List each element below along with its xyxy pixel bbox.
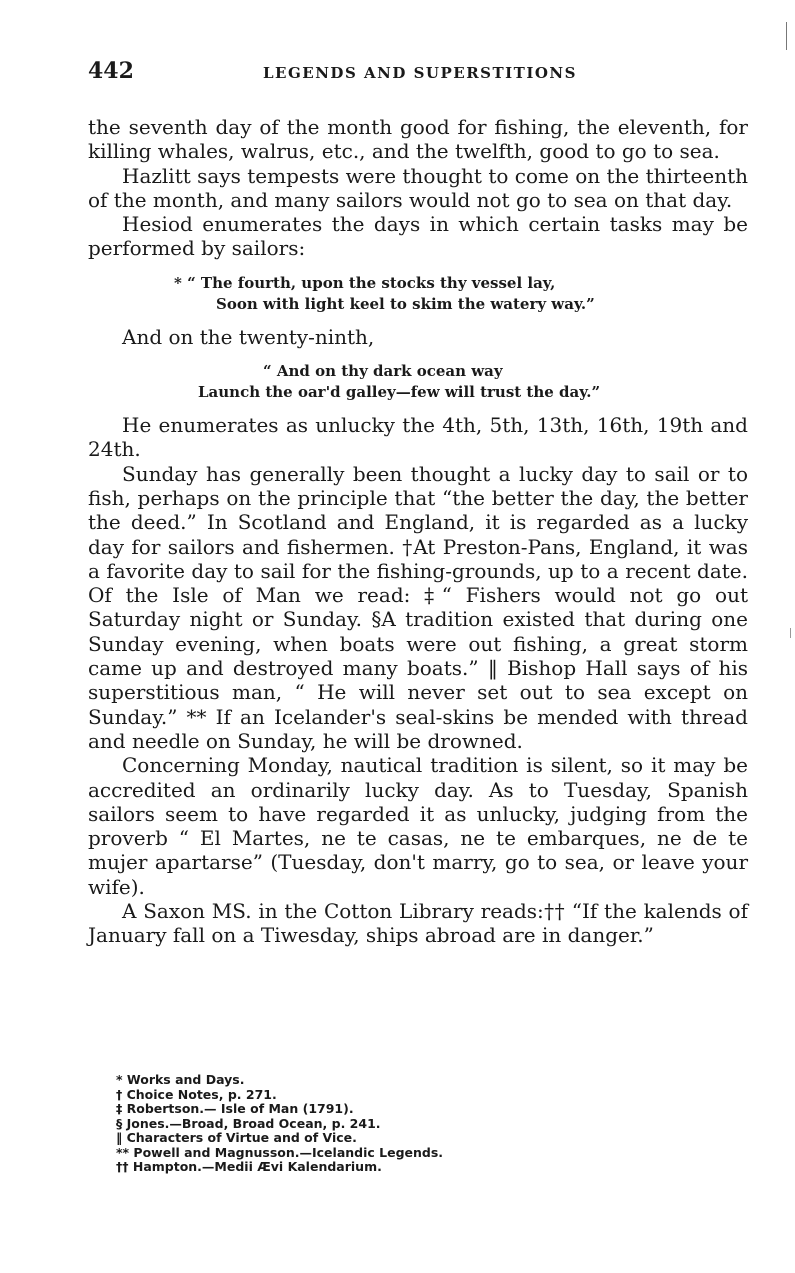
paragraph: And on the twenty-ninth, xyxy=(122,324,375,349)
footnote: * Works and Days. xyxy=(116,1072,245,1087)
footnote: ** Powell and Magnusson.—Icelandic Legends. xyxy=(116,1144,444,1160)
verse-line: “ And on thy dark ocean way xyxy=(263,362,503,381)
paragraph: Sunday has generally been thought a lucky day to sail or to fish, perhaps on the principle that “the better the day, the better the deed.” In Scotland and England, it is regarded as a lucky day for sailors and fishermen. †At Preston-Pans, England, it was a favorite day to sail for the fishing-grounds, up to a recent date. Of the Isle of Man we read: ‡“ Fishers would not go out Saturday night or Sunday. §A tradition existed that during one Sunday evening, when boats were out fishing, a great storm came up and destroyed many boats.” ‖ Bishop Hall says of his superstitious man, “ He will never set out to sea except on Sunday.” ** If an Icelander's seal-skins be mended with thread and needle on Sunday, he will be drowned. xyxy=(88,461,748,753)
running-head: LEGENDS AND SUPERSTITIONS xyxy=(263,64,577,82)
verse-quote xyxy=(88,361,748,403)
scan-edge-mark xyxy=(790,628,791,638)
footnote: †† Hampton.—Medii Ævi Kalendarium. xyxy=(116,1159,382,1174)
paragraph: He enumerates as unlucky the 4th, 5th, 13th, 16th, 19th and 24th. xyxy=(88,413,748,462)
verse-line: Launch the oar'd galley—few will trust the day.” xyxy=(198,383,601,402)
paragraph: the seventh day of the month good for fishing, the eleventh, for killing whales, walrus, etc., and the twelfth, good to go to sea. xyxy=(88,115,748,164)
scan-edge-mark xyxy=(786,22,787,50)
paragraph: Hazlitt says tempests were thought to come on the thirteenth of the month, and many sailors would not go to sea on that day. xyxy=(88,163,748,212)
footnote: ‖ Characters of Virtue and of Vice. xyxy=(116,1130,357,1145)
footnotes xyxy=(116,1073,676,1175)
footnote: ‡ Robertson.— Isle of Man (1791). xyxy=(116,1101,354,1116)
paragraph: Hesiod enumerates the days in which certain tasks may be performed by sailors: xyxy=(88,212,748,261)
verse-line: * “ The fourth, upon the stocks thy vessel lay, xyxy=(174,273,556,292)
footnote: § Jones.—Broad, Broad Ocean, p. 241. xyxy=(116,1115,381,1131)
paragraph: A Saxon MS. in the Cotton Library reads:†† “If the kalends of January fall on a Tiwesday, ships abroad are in danger.” xyxy=(88,899,748,948)
verse-quote xyxy=(88,273,748,315)
paragraph: Concerning Monday, nautical tradition is silent, so it may be accredited an ordinarily lucky day. As to Tuesday, Spanish sailors seem to have regarded it as unlucky, judging from the proverb “ El Martes, ne te casas, ne te embarques, ne de te mujer apartarse” (Tuesday, don't marry, go to sea, or leave your wife). xyxy=(88,753,748,899)
page-number: 442 xyxy=(88,58,134,84)
verse-line: Soon with light keel to skim the watery way.” xyxy=(216,294,595,313)
footnote: † Choice Notes, p. 271. xyxy=(116,1086,277,1102)
body-text xyxy=(88,115,748,948)
page-header xyxy=(88,58,748,88)
